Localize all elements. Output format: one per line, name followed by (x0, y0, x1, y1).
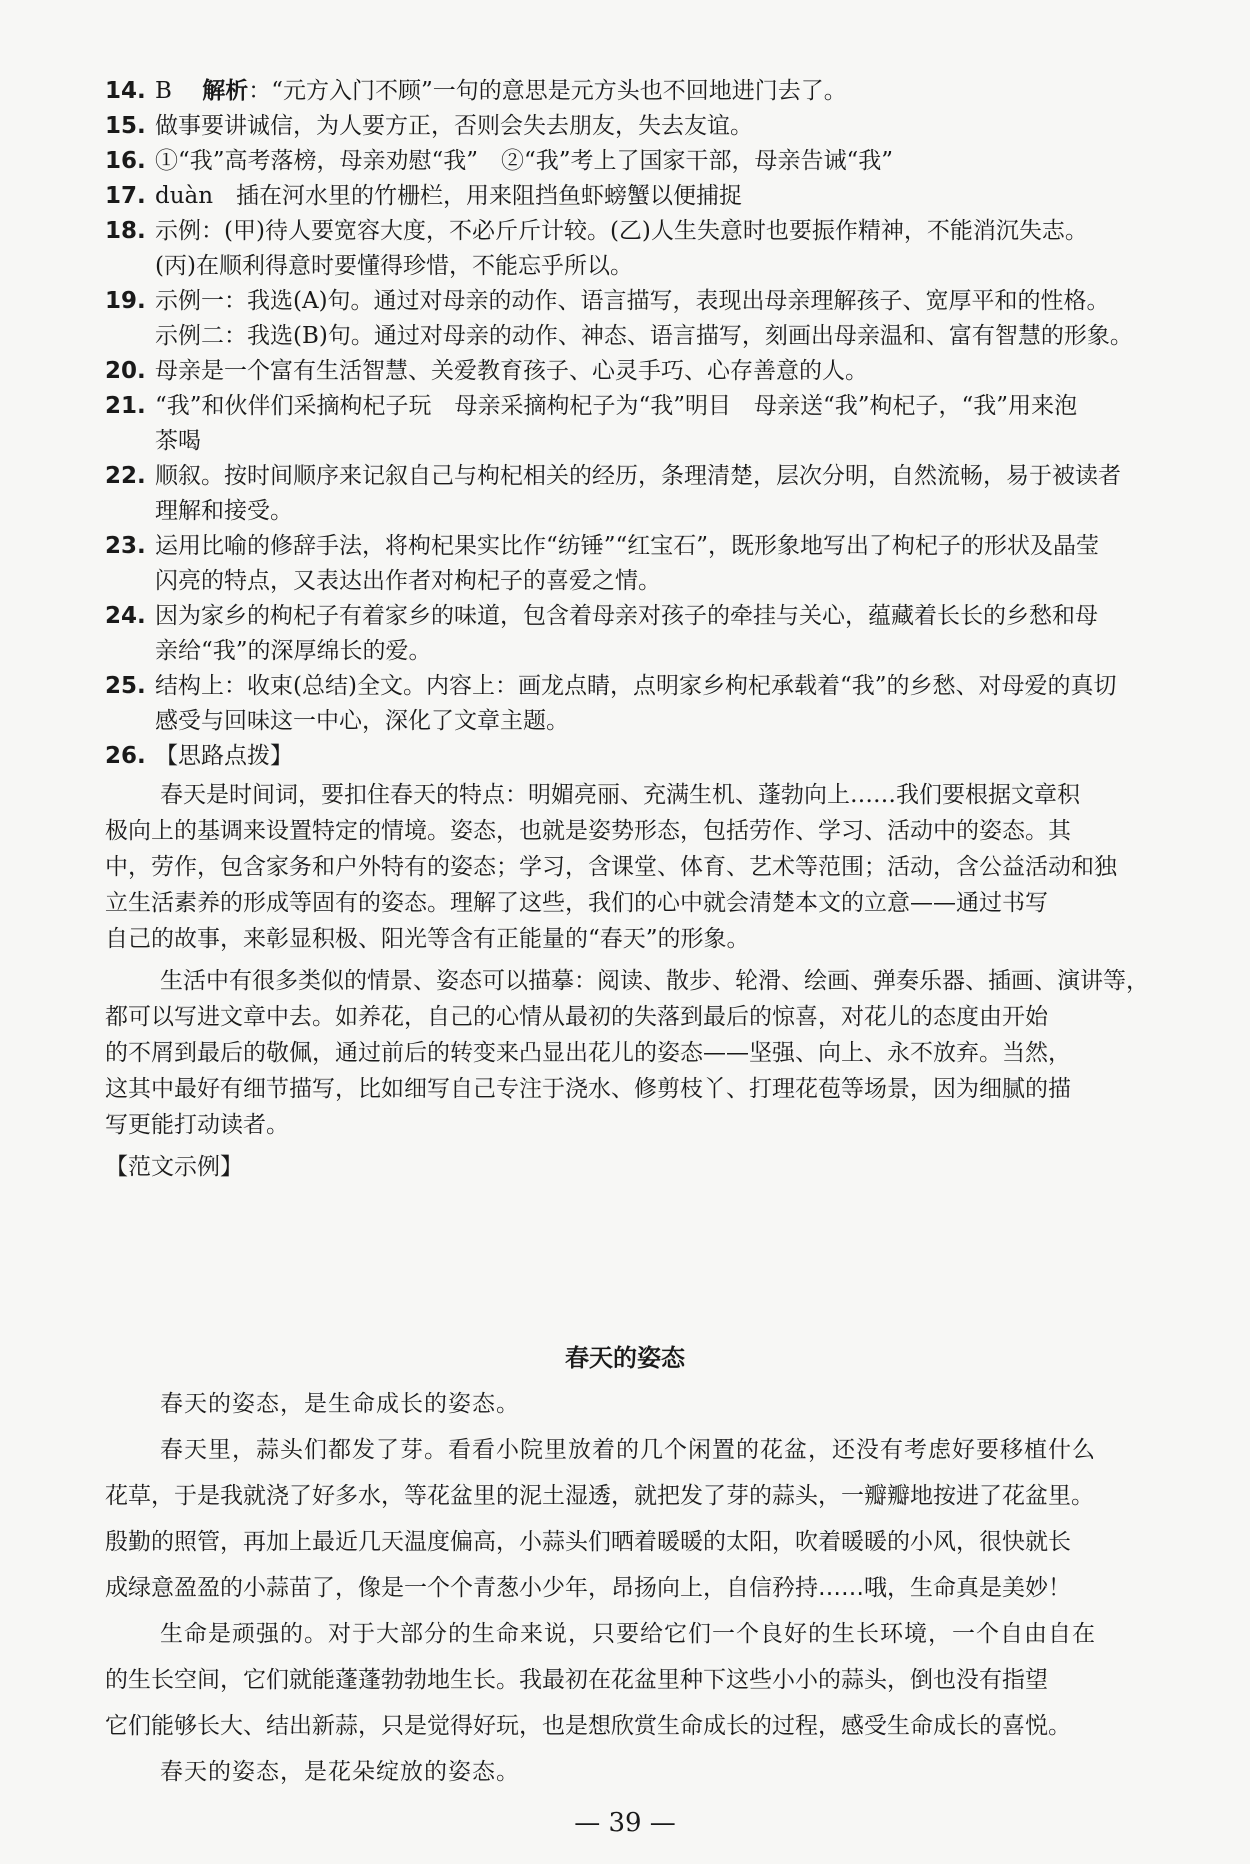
page-number: — 39 — (574, 1808, 676, 1838)
answer-line-2: 感受与回味这一中心，深化了文章主题。 (155, 708, 569, 734)
hint-p2-line-4: 这其中最好有细节描写，比如细写自己专注于浇水、修剪枝丫、打理花苞等场景，因为细腻的描 (105, 1076, 1071, 1102)
answer-number: 22. (105, 463, 146, 489)
answer-line-1: 示例一：我选(A)句。通过对母亲的动作、语言描写，表现出母亲理解孩子、宽厚平和的性格。 (155, 288, 1110, 314)
answer-line-2: 亲给“我”的深厚绵长的爱。 (155, 638, 432, 664)
essay-line-8: 它们能够长大、结出新蒜，只是觉得好玩，也是想欣赏生命成长的过程，感受生命成长的喜悦。 (105, 1713, 1071, 1739)
answer-number: 19. (105, 288, 146, 314)
answer-number: 15. (105, 113, 146, 139)
answer-number: 20. (105, 358, 146, 384)
answer-number: 16. (105, 148, 146, 174)
answer-number: 26. (105, 743, 146, 769)
essay-title: 春天的姿态 (565, 1344, 685, 1372)
answer-line-1: 因为家乡的枸杞子有着家乡的味道，包含着母亲对孩子的牵挂与关心，蕴藏着长长的乡愁和母 (155, 603, 1098, 629)
answer-number: 14. (105, 78, 146, 104)
answer-text: duàn 插在河水里的竹栅栏，用来阻挡鱼虾螃蟹以便捕捉 (155, 183, 743, 209)
answer-text: 母亲是一个富有生活智慧、关爱教育孩子、心灵手巧、心存善意的人。 (155, 358, 868, 384)
hint-p2-line-5: 写更能打动读者。 (105, 1112, 289, 1138)
answer-text: ①“我”高考落榜，母亲劝慰“我” ②“我”考上了国家干部，母亲告诫“我” (155, 148, 894, 174)
hint-p2-line-1: 生活中有很多类似的情景、姿态可以描摹：阅读、散步、轮滑、绘画、弹奏乐器、插画、演讲等， (160, 968, 1149, 994)
answer-line-2: 闪亮的特点，又表达出作者对枸杞子的喜爱之情。 (155, 568, 661, 594)
essay-line-6: 生命是顽强的。对于大部分的生命来说，只要给它们一个良好的生长环境，一个自由自在 (160, 1621, 1096, 1647)
essay-line-5: 成绿意盈盈的小蒜苗了，像是一个个青葱小少年，昂扬向上，自信矜持……哦，生命真是美妙！ (105, 1575, 1071, 1601)
hint-p1-line-2: 极向上的基调来设置特定的情境。姿态，也就是姿势形态，包括劳作、学习、活动中的姿态。其 (105, 818, 1071, 844)
essay-line-2: 春天里，蒜头们都发了芽。看看小院里放着的几个闲置的花盆，还没有考虑好要移植什么 (160, 1437, 1096, 1463)
answer-number: 25. (105, 673, 146, 699)
answer-line-1: “我”和伙伴们采摘枸杞子玩 母亲采摘枸杞子为“我”明目 母亲送“我”枸杞子，“我”用来泡 (155, 393, 1078, 419)
hint-p2-line-3: 的不屑到最后的敬佩，通过前后的转变来凸显出花儿的姿态——坚强、向上、永不放弃。当然， (105, 1040, 1071, 1066)
answer-number: 17. (105, 183, 146, 209)
answer-number: 23. (105, 533, 146, 559)
answer-line-2: (丙)在顺利得意时要懂得珍惜，不能忘乎所以。 (155, 253, 633, 279)
essay-line-7: 的生长空间，它们就能蓬蓬勃勃地生长。我最初在花盆里种下这些小小的蒜头，倒也没有指望 (105, 1667, 1048, 1693)
essay-line-1: 春天的姿态，是生命成长的姿态。 (160, 1391, 520, 1417)
hint-p1-line-4: 立生活素养的形成等固有的姿态。理解了这些，我们的心中就会清楚本文的立意——通过书写 (105, 890, 1048, 916)
answer-number: 18. (105, 218, 146, 244)
answer-text (155, 74, 847, 108)
essay-line-4: 殷勤的照管，再加上最近几天温度偏高，小蒜头们晒着暖暖的太阳，吹着暖暖的小风，很快就长 (105, 1529, 1071, 1555)
answer-line-2: 茶喝 (155, 428, 201, 454)
analysis-label: 解析 (202, 77, 249, 104)
answer-number: 24. (105, 603, 146, 629)
answer-text: 做事要讲诚信，为人要方正，否则会失去朋友，失去友谊。 (155, 113, 753, 139)
hint-p2-line-2: 都可以写进文章中去。如养花，自己的心情从最初的失落到最后的惊喜，对花儿的态度由开始 (105, 1004, 1048, 1030)
answer-number: 21. (105, 393, 146, 419)
hint-p1-line-3: 中，劳作，包含家务和户外特有的姿态；学习，含课堂、体育、艺术等范围；活动，含公益活动和独 (105, 854, 1117, 880)
essay-line-3: 花草，于是我就浇了好多水，等花盆里的泥土湿透，就把发了芽的蒜头，一瓣瓣地按进了花盆里。 (105, 1483, 1094, 1509)
analysis-text: ：“元方入门不顾”一句的意思是元方头也不回地进门去了。 (248, 78, 847, 104)
hint-p1-line-5: 自己的故事，来彰显积极、阳光等含有正能量的“春天”的形象。 (105, 926, 750, 952)
answer-line-1: 示例：(甲)待人要宽容大度，不必斤斤计较。(乙)人生失意时也要振作精神，不能消沉失志。 (155, 218, 1088, 244)
section-heading-hint: 【思路点拨】 (155, 743, 293, 769)
answer-line-2: 示例二：我选(B)句。通过对母亲的动作、神态、语言描写，刻画出母亲温和、富有智慧的形象。 (155, 323, 1133, 349)
essay-line-9: 春天的姿态，是花朵绽放的姿态。 (160, 1759, 520, 1785)
answer-line-1: 结构上：收束(总结)全文。内容上：画龙点睛，点明家乡枸杞承载着“我”的乡愁、对母爱的真切 (155, 673, 1117, 699)
answer-line-1: 运用比喻的修辞手法，将枸杞果实比作“纺锤”“红宝石”，既形象地写出了枸杞子的形状及晶莹 (155, 533, 1100, 559)
answer-line-1: 顺叙。按时间顺序来记叙自己与枸杞相关的经历，条理清楚，层次分明，自然流畅，易于被读者 (155, 463, 1121, 489)
answer-line-2: 理解和接受。 (155, 498, 293, 524)
answer-letter: B (155, 78, 172, 104)
hint-p1-line-1: 春天是时间词，要扣住春天的特点：明媚亮丽、充满生机、蓬勃向上……我们要根据文章积 (160, 782, 1080, 808)
section-heading-example: 【范文示例】 (105, 1154, 243, 1180)
